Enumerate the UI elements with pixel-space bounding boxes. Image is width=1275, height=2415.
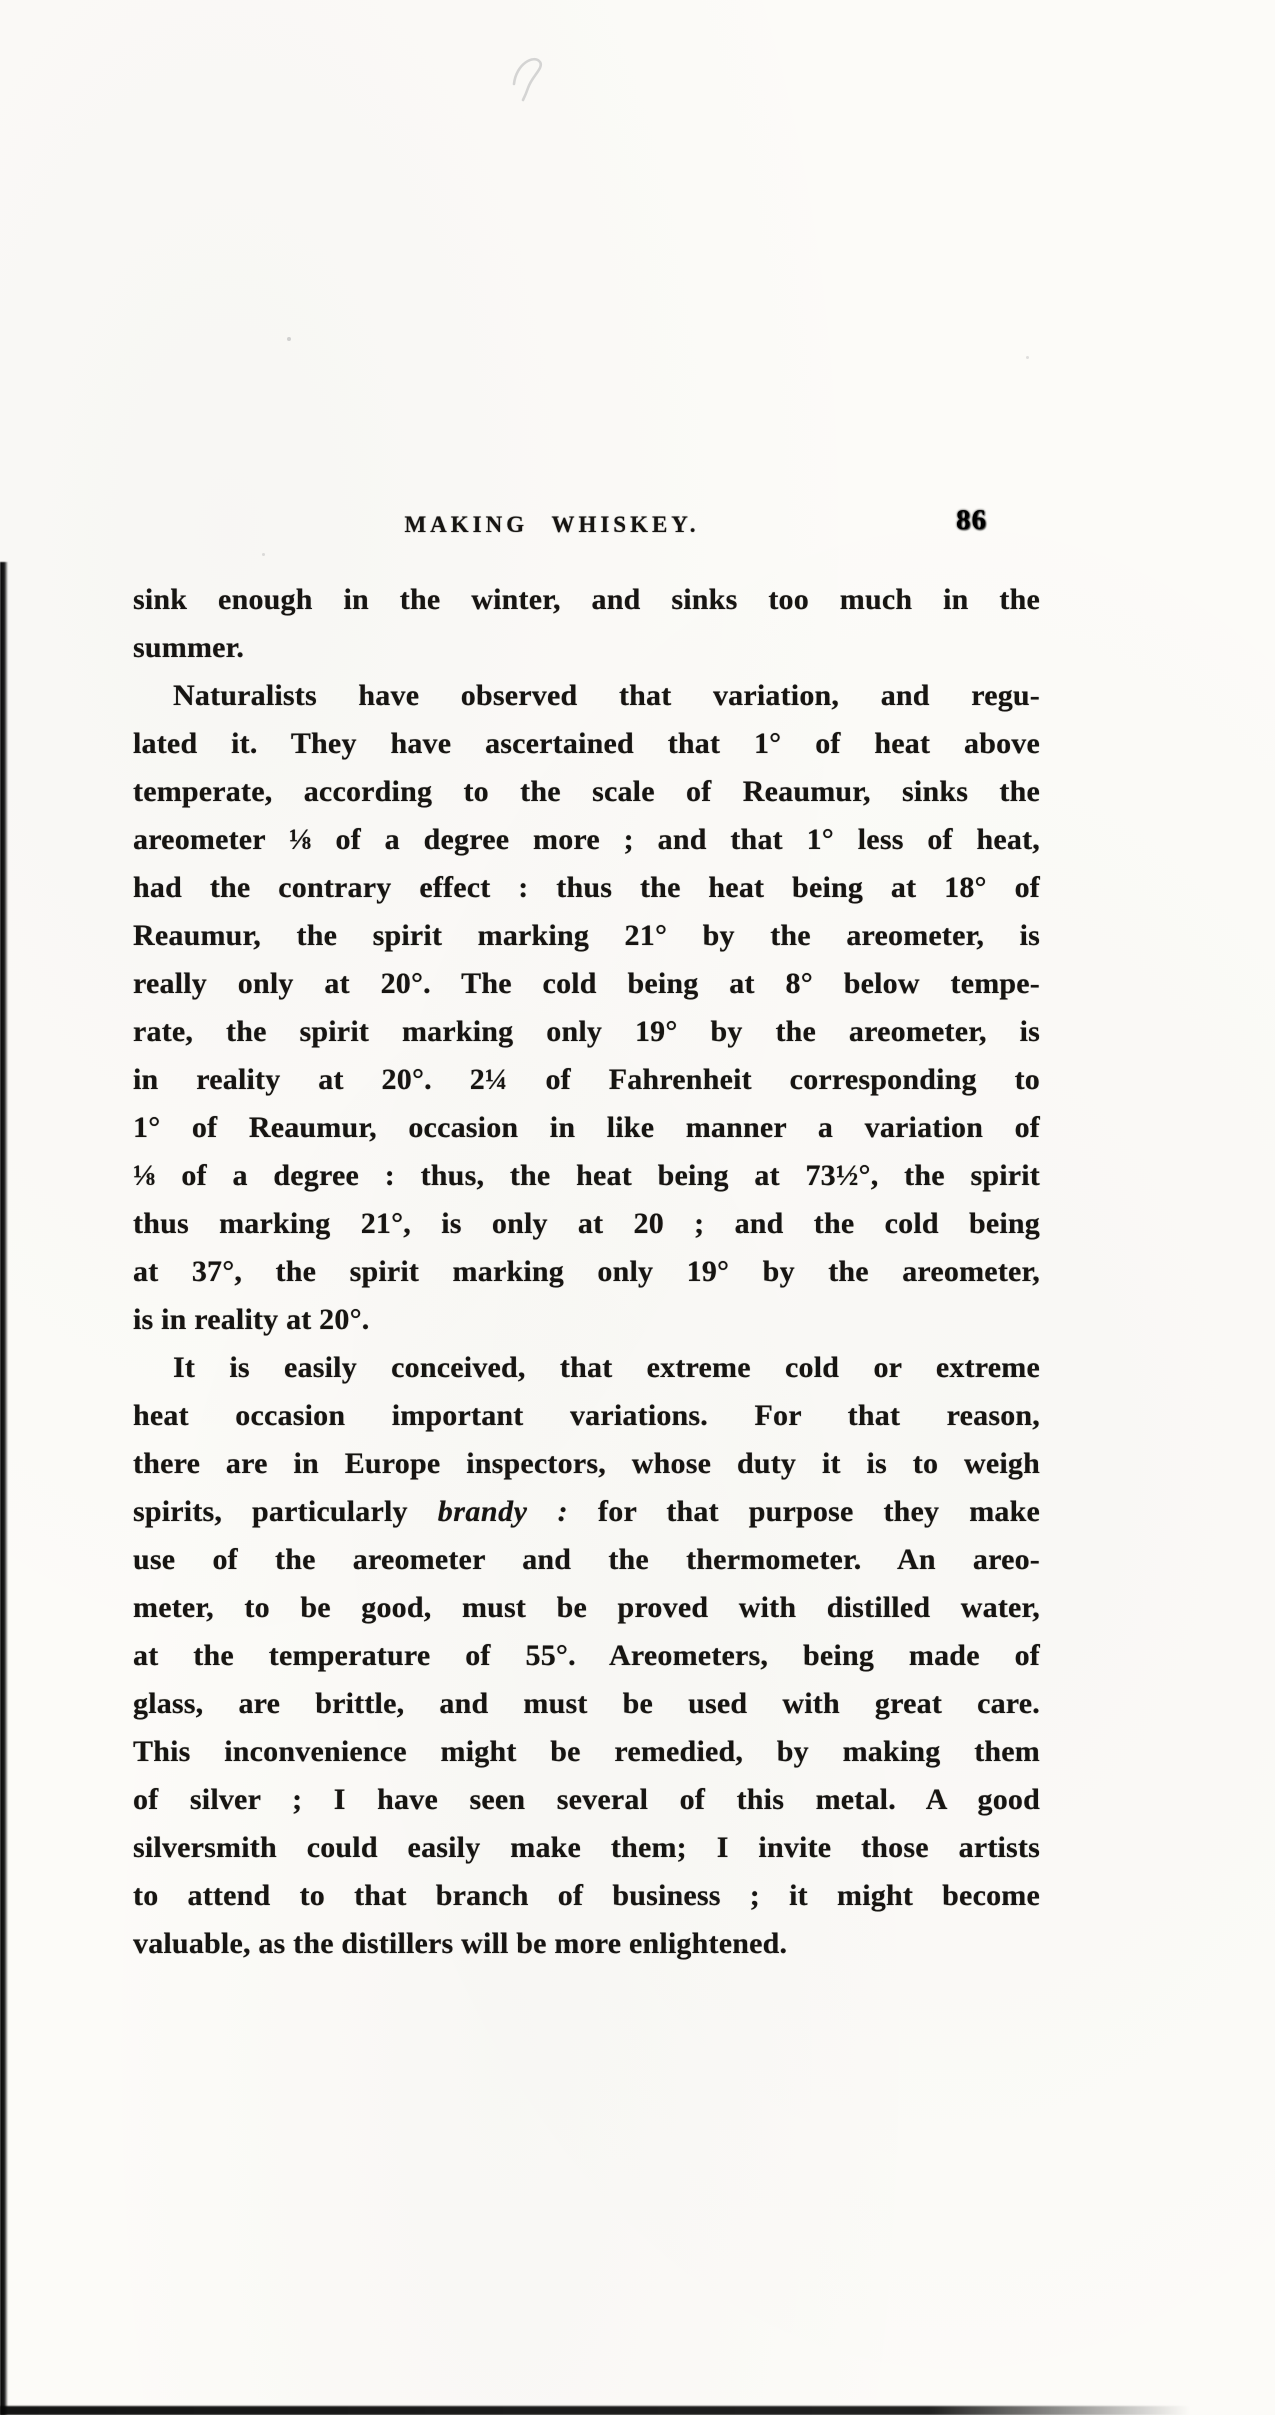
running-title: MAKING WHISKEY.: [404, 512, 700, 537]
text-line: glass, are brittle, and must be used with great care.: [133, 1687, 1040, 1720]
text-line: Naturalists have observed that variation, and regu-: [173, 679, 1040, 712]
text-line: in reality at 20°. 2¼ of Fahrenheit corresponding to: [133, 1063, 1040, 1096]
scan-speck: [287, 337, 291, 341]
paragraph: [133, 576, 1040, 672]
text-line: valuable, as the distillers will be more enlightened.: [133, 1927, 788, 1960]
page-number: 86: [956, 504, 987, 536]
scan-speck: [262, 553, 265, 556]
text-line: had the contrary effect : thus the heat being at 18° of: [133, 871, 1040, 904]
text-line: use of the areometer and the thermometer. An areo-: [133, 1543, 1040, 1576]
text-line: areometer ⅛ of a degree more ; and that 1° less of heat,: [133, 823, 1040, 856]
text-line: at the temperature of 55°. Areometers, being made of: [133, 1639, 1040, 1672]
text-line: lated it. They have ascertained that 1° of heat above: [133, 727, 1040, 760]
text-line: temperate, according to the scale of Reaumur, sinks the: [133, 775, 1040, 808]
scan-speck: [1026, 356, 1029, 359]
text-line: there are in Europe inspectors, whose duty it is to weigh: [133, 1447, 1040, 1480]
paragraph: [133, 672, 1040, 1344]
text-line: It is easily conceived, that extreme cold or extreme: [173, 1351, 1040, 1384]
text-line: meter, to be good, must be proved with distilled water,: [133, 1591, 1040, 1624]
text-line: spirits, particularly brandy : for that purpose they make: [133, 1495, 1040, 1528]
text-line: at 37°, the spirit marking only 19° by the areometer,: [133, 1255, 1040, 1288]
text-line: This inconvenience might be remedied, by making them: [133, 1735, 1040, 1768]
text-line: rate, the spirit marking only 19° by the areometer, is: [133, 1015, 1040, 1048]
text-line: summer.: [133, 631, 245, 664]
scan-edge-left: [0, 562, 8, 2415]
text-line: is in reality at 20°.: [133, 1303, 370, 1336]
text-line: to attend to that branch of business ; it might become: [133, 1879, 1040, 1912]
text-line: ⅛ of a degree : thus, the heat being at 73½°, the spirit: [133, 1159, 1040, 1192]
paragraph: [133, 1344, 1040, 1968]
text-line: really only at 20°. The cold being at 8° below tempe-: [133, 967, 1040, 1000]
text-line: of silver ; I have seen several of this metal. A good: [133, 1783, 1040, 1816]
text-body: [133, 576, 1040, 1968]
text-line: sink enough in the winter, and sinks too much in the: [133, 583, 1040, 616]
text-line: 1° of Reaumur, occasion in like manner a variation of: [133, 1111, 1040, 1144]
text-line: silversmith could easily make them; I invite those artists: [133, 1831, 1040, 1864]
text-line: heat occasion important variations. For that reason,: [133, 1399, 1040, 1432]
text-line: thus marking 21°, is only at 20 ; and the cold being: [133, 1207, 1040, 1240]
pencil-mark: [508, 50, 556, 111]
text-line: Reaumur, the spirit marking 21° by the areometer, is: [133, 919, 1040, 952]
scan-edge-bottom: [0, 2406, 1190, 2415]
